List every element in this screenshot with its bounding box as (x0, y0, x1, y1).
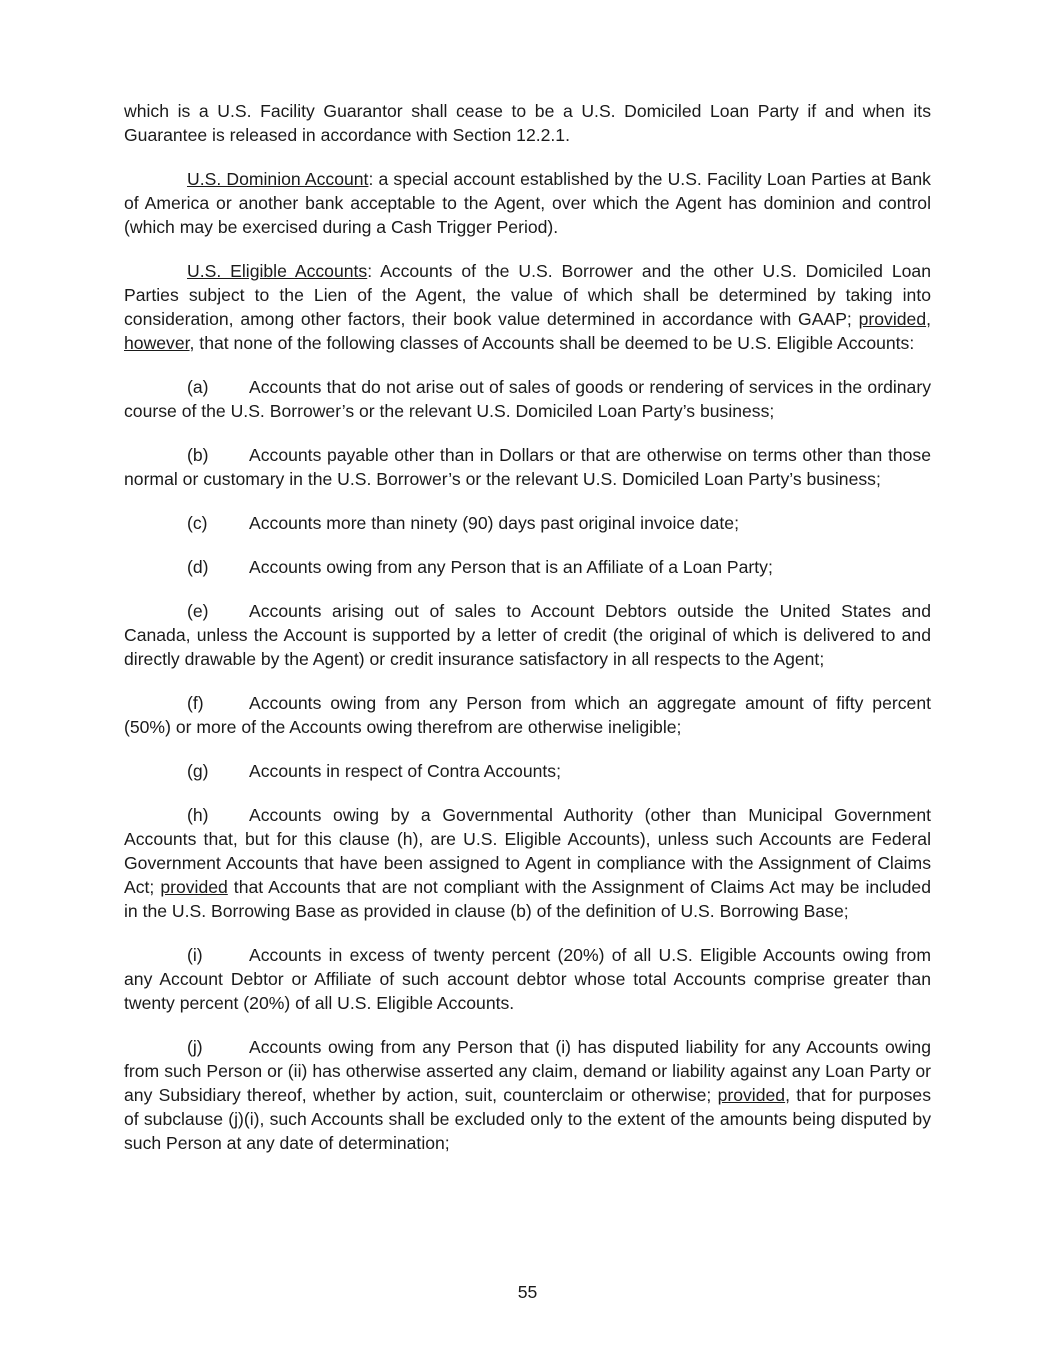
clause-a (124, 375, 931, 423)
clause-text: Accounts owing from any Person from which an aggregate amount of fifty percent (50%) or more of the Accounts owing therefrom are otherwise ineligible; (124, 693, 931, 737)
clause-text: Accounts that do not arise out of sales of goods or rendering of services in the ordinary course of the U.S. Borrower’s or the relevant U.S. Domiciled Loan Party’s business; (124, 377, 931, 421)
defined-term: U.S. Dominion Account (187, 169, 369, 189)
clause-h (124, 803, 931, 923)
clause-j (124, 1035, 931, 1155)
clause-label: (j) (187, 1037, 203, 1057)
clause-i (124, 943, 931, 1015)
clause-text: Accounts owing by a Governmental Authority (other than Municipal Government Accounts that, but for this clause (h), are U.S. Eligible Accounts), unless such Accounts are Federal Government Accounts that have been assigned to Agent in compliance with the Assignment of Claims Act; (124, 805, 931, 897)
clause-label: (f) (187, 693, 204, 713)
intro-paragraph: which is a U.S. Facility Guarantor shall cease to be a U.S. Domiciled Loan Party if and when its Guarantee is released in accordance with Section 12.2.1. (124, 101, 931, 145)
clause-label: (d) (187, 557, 209, 577)
page-number: 55 (517, 1282, 538, 1302)
provided-term: provided (858, 309, 927, 329)
definition-text: : Accounts of the U.S. Borrower and the other U.S. Domiciled Loan Parties subject to the Lien of the Agent, the value of which shall be determined by taking into consideration, among other factors, their book value determined in accordance with GAAP; (124, 261, 931, 329)
definition-text: , that none of the following classes of Accounts shall be deemed to be U.S. Eligible Accounts: (189, 333, 915, 353)
definition-text: : a special account established by the U.S. Facility Loan Parties at Bank of America or another bank acceptable to the Agent, over which the Agent has dominion and control (which may be exercised during a Cash Trigger Period). (124, 169, 931, 237)
document-page (124, 99, 931, 1175)
clause-label: (b) (187, 445, 209, 465)
clause-text: Accounts payable other than in Dollars or that are otherwise on terms other than those normal or customary in the U.S. Borrower’s or the relevant U.S. Domiciled Loan Party’s business; (124, 445, 931, 489)
clause-label: (i) (187, 945, 203, 965)
provided-term: provided (717, 1085, 786, 1105)
defined-term: U.S. Eligible Accounts (187, 261, 368, 281)
clause-f (124, 691, 931, 739)
clause-label: (a) (187, 377, 209, 397)
clause-text: Accounts owing from any Person that (i) has disputed liability for any Accounts owing from such Person or (ii) has otherwise asserted any claim, demand or liability against any Loan Party or any Subsidiary thereof, whether by action, suit, counterclaim or otherwise; (124, 1037, 931, 1105)
clause-text: , that for purposes of subclause (j)(i), such Accounts shall be excluded only to the extent of the amounts being disputed by such Person at any date of determination; (124, 1085, 931, 1153)
clause-label: (g) (187, 761, 209, 781)
definition-us-eligible-accounts (124, 259, 931, 355)
clause-text: that Accounts that are not compliant with the Assignment of Claims Act may be included in the U.S. Borrowing Base as provided in clause (b) of the definition of U.S. Borrowing Base; (124, 877, 931, 921)
clause-label: (h) (187, 805, 209, 825)
clause-text: Accounts in respect of Contra Accounts; (249, 761, 561, 781)
clause-label: (c) (187, 513, 208, 533)
clause-label: (e) (187, 601, 209, 621)
definition-us-dominion-account (124, 167, 931, 239)
clause-text: Accounts in excess of twenty percent (20%) of all U.S. Eligible Accounts owing from any Account Debtor or Affiliate of such account debtor whose total Accounts comprise greater than twenty percent (20%) of all U.S. Eligible Accounts. (124, 945, 931, 1013)
provided-term: provided (160, 877, 228, 897)
clause-text: Accounts owing from any Person that is an Affiliate of a Loan Party; (249, 557, 773, 577)
clause-text: Accounts more than ninety (90) days past original invoice date; (249, 513, 739, 533)
however-term: however (124, 333, 190, 353)
clause-e (124, 599, 931, 671)
clause-text: Accounts arising out of sales to Account Debtors outside the United States and Canada, unless the Account is supported by a letter of credit (the original of which is delivered to and directly drawable by the Agent) or credit insurance satisfactory in all respects to the Agent; (124, 601, 931, 669)
clause-c (124, 511, 931, 535)
separator: , (926, 309, 931, 329)
clause-d (124, 555, 931, 579)
clause-g (124, 759, 931, 783)
clause-b (124, 443, 931, 491)
